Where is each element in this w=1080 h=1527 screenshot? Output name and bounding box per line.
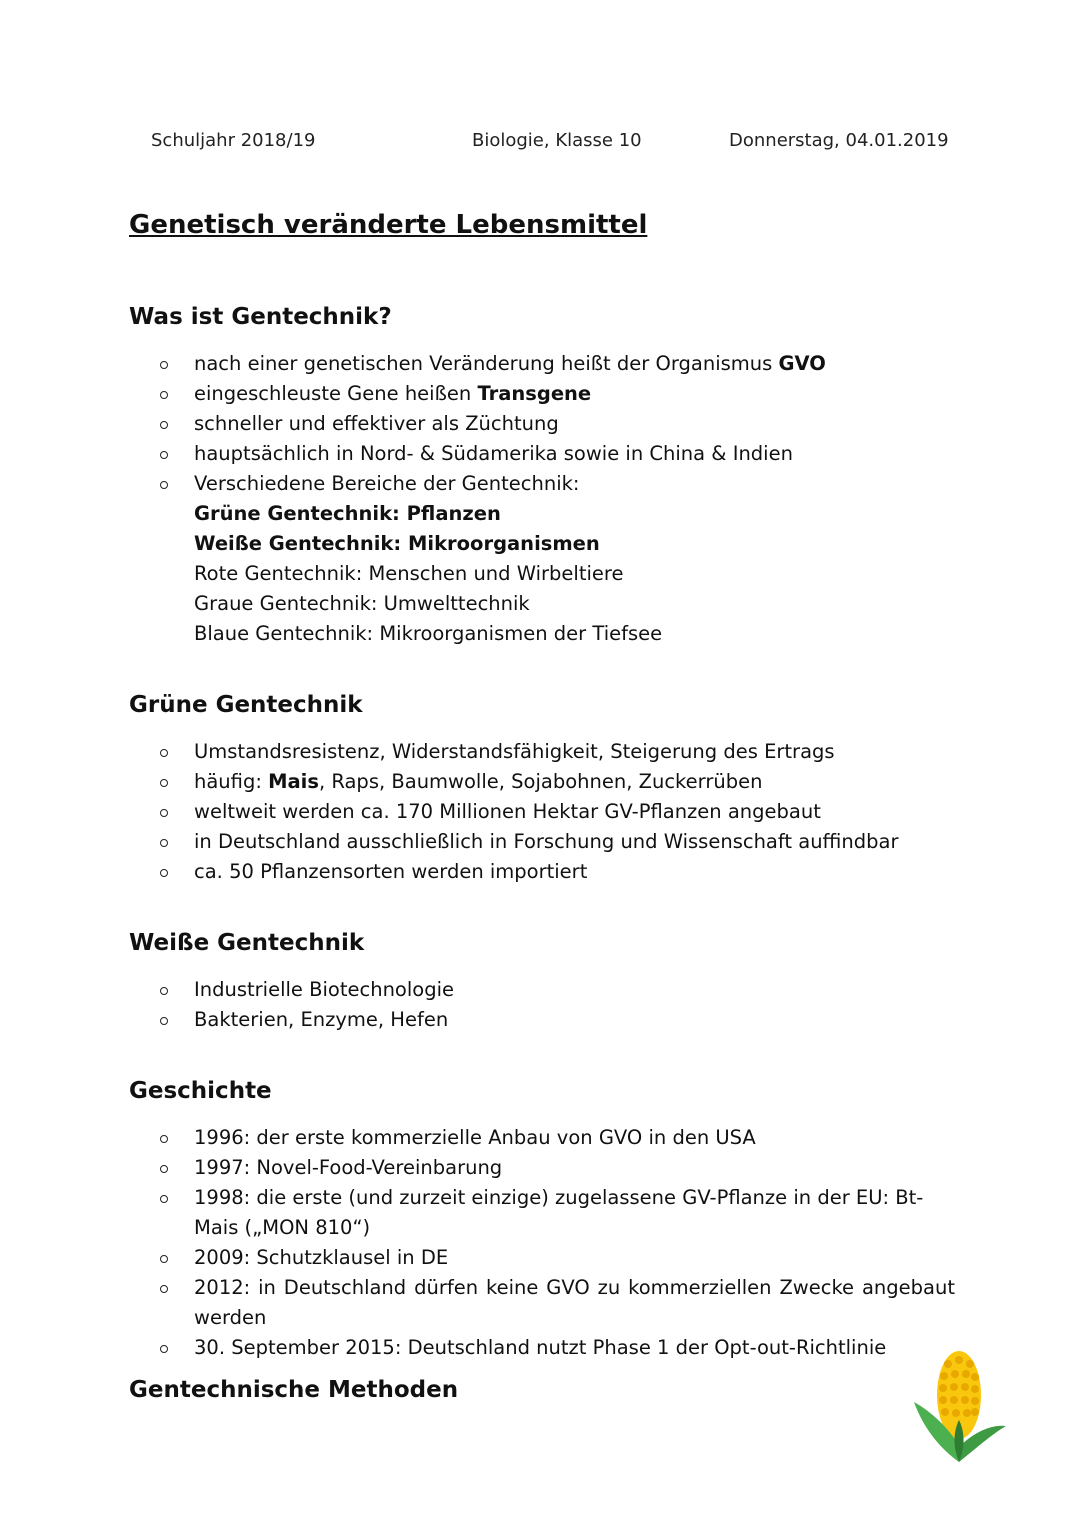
school-year: Schuljahr 2018/19 — [151, 130, 316, 151]
list-item: 1996: der erste kommerzielle Anbau von GVO in den USA — [160, 1123, 955, 1153]
sub-item-grau: Graue Gentechnik: Umwelttechnik — [194, 592, 530, 615]
sub-item-rot: Rote Gentechnik: Menschen und Wirbeltiere — [194, 562, 624, 585]
heading-geschichte: Geschichte — [129, 1078, 272, 1104]
heading-gruene-gentechnik: Grüne Gentechnik — [129, 692, 363, 718]
list-was-ist-gentechnik — [160, 349, 955, 649]
bullet-icon — [160, 869, 168, 877]
list-item: häufig: Mais, Raps, Baumwolle, Sojabohnen, Zuckerrüben — [160, 767, 955, 797]
bullet-icon — [160, 1195, 168, 1203]
list-item: 30. September 2015: Deutschland nutzt Phase 1 der Opt-out-Richtlinie — [160, 1333, 955, 1363]
list-item: schneller und effektiver als Züchtung — [160, 409, 955, 439]
list-gruene-gentechnik — [160, 737, 955, 887]
sub-item-weiss: Weiße Gentechnik: Mikroorganismen — [194, 532, 600, 555]
corn-icon — [912, 1350, 1007, 1465]
document-title: Genetisch veränderte Lebensmittel — [129, 210, 648, 240]
bullet-icon — [160, 1135, 168, 1143]
bullet-icon — [160, 1345, 168, 1353]
sub-item-gruen: Grüne Gentechnik: Pflanzen — [194, 502, 501, 525]
list-item: hauptsächlich in Nord- & Südamerika sowie in China & Indien — [160, 439, 955, 469]
bullet-icon — [160, 749, 168, 757]
list-item: 1998: die erste (und zurzeit einzige) zugelassene GV-Pflanze in der EU: Bt-Mais („MON 810“) — [160, 1183, 955, 1243]
list-item: eingeschleuste Gene heißen Transgene — [160, 379, 955, 409]
list-item: weltweit werden ca. 170 Millionen Hektar GV-Pflanzen angebaut — [160, 797, 955, 827]
heading-was-ist-gentechnik: Was ist Gentechnik? — [129, 304, 392, 330]
list-weisse-gentechnik — [160, 975, 955, 1035]
list-item: 1997: Novel-Food-Vereinbarung — [160, 1153, 955, 1183]
page-header — [0, 130, 1080, 156]
list-item: nach einer genetischen Veränderung heißt der Organismus GVO — [160, 349, 955, 379]
bullet-icon — [160, 361, 168, 369]
bullet-icon — [160, 987, 168, 995]
bullet-icon — [160, 809, 168, 817]
bullet-icon — [160, 451, 168, 459]
bullet-icon — [160, 779, 168, 787]
bullet-icon — [160, 1285, 168, 1293]
bullet-icon — [160, 391, 168, 399]
list-item: Verschiedene Bereiche der Gentechnik: Grüne Gentechnik: Pflanzen Weiße Gentechnik: Mikroorganismen Rote Gentechnik: Menschen und Wirbeltiere Graue Gentechnik: Umwelttechnik Blaue Gentechnik: Mikroorganismen der Tiefsee — [160, 469, 955, 649]
list-item: 2012: in Deutschland dürfen keine GVO zu kommerziellen Zwecke angebaut werden — [160, 1273, 955, 1333]
list-item: ca. 50 Pflanzensorten werden importiert — [160, 857, 955, 887]
date: Donnerstag, 04.01.2019 — [729, 130, 949, 151]
heading-weisse-gentechnik: Weiße Gentechnik — [129, 930, 365, 956]
bullet-icon — [160, 839, 168, 847]
bullet-icon — [160, 1255, 168, 1263]
subject-class: Biologie, Klasse 10 — [472, 130, 642, 151]
bullet-icon — [160, 1017, 168, 1025]
bullet-icon — [160, 1165, 168, 1173]
bullet-icon — [160, 421, 168, 429]
list-item: Industrielle Biotechnologie — [160, 975, 955, 1005]
list-item: 2009: Schutzklausel in DE — [160, 1243, 955, 1273]
sub-item-blau: Blaue Gentechnik: Mikroorganismen der Tiefsee — [194, 622, 663, 645]
list-geschichte — [160, 1123, 955, 1363]
list-item: Umstandsresistenz, Widerstandsfähigkeit, Steigerung des Ertrags — [160, 737, 955, 767]
list-item: Bakterien, Enzyme, Hefen — [160, 1005, 955, 1035]
bullet-icon — [160, 481, 168, 489]
list-item: in Deutschland ausschließlich in Forschung und Wissenschaft auffindbar — [160, 827, 955, 857]
heading-gentechnische-methoden: Gentechnische Methoden — [129, 1377, 459, 1403]
